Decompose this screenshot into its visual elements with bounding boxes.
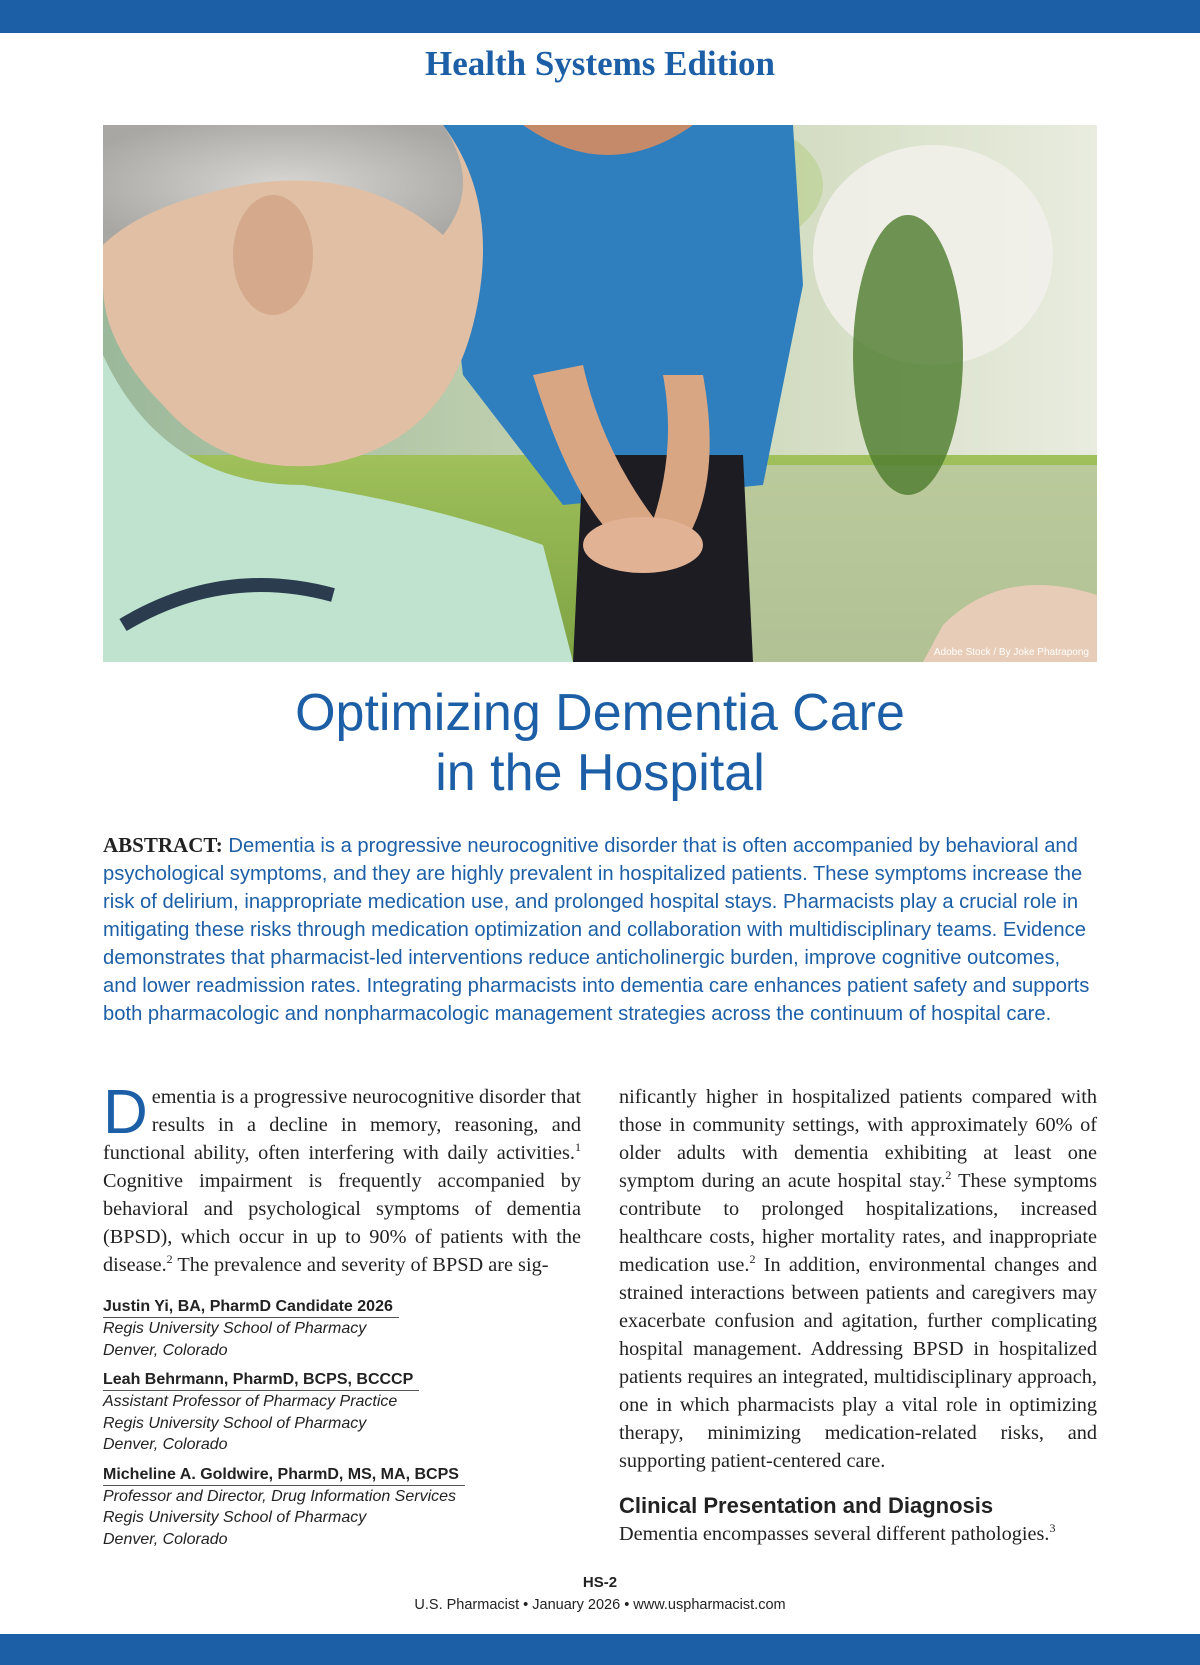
author-name: Leah Behrmann, PharmD, BCPS, BCCCP — [103, 1369, 419, 1391]
author-name: Justin Yi, BA, PharmD Candidate 2026 — [103, 1296, 399, 1318]
author-location: Denver, Colorado — [103, 1436, 228, 1453]
drop-cap: D — [103, 1078, 148, 1147]
page-number: HS-2 — [582, 1574, 618, 1591]
author-name: Micheline A. Goldwire, PharmD, MS, MA, BCPS — [103, 1464, 465, 1486]
photo-caregiver-icon — [103, 125, 1097, 662]
author-affiliation: Regis University School of Pharmacy — [103, 1509, 367, 1526]
abstract-label: ABSTRACT: — [103, 833, 223, 857]
article-photo — [103, 125, 1097, 662]
article-title — [103, 683, 1097, 803]
top-color-bar — [0, 0, 1200, 33]
author-location: Denver, Colorado — [103, 1341, 228, 1359]
right-text-3: In addition, environmental changes and strained interactions between patients and caregivers may exacerbate confusion and agitation, further complicating hospital management. Addressing BPSD in hospitalized patients requires an integrated, multidisciplinary approach, one in which pharmacists play a vital role in optimizing therapy, minimizing medication-related risks, and supporting patient-centered care. — [619, 1254, 1097, 1472]
author-affiliation: Regis University School of Pharmacy — [103, 1414, 367, 1432]
reference-5: 3 — [1049, 1521, 1056, 1536]
reference-2: 2 — [166, 1252, 173, 1267]
author-title: Professor and Director, Drug Information Services — [103, 1487, 457, 1505]
reference-3: 2 — [945, 1168, 952, 1183]
section-heading: Clinical Presentation and Diagnosis — [619, 1493, 994, 1518]
body-column-right — [619, 1083, 1097, 1548]
title-line-1: Optimizing Dementia Care — [295, 684, 905, 742]
section-paragraph — [619, 1520, 1097, 1548]
edition-title: Health Systems Edition — [424, 44, 776, 83]
author-block — [103, 1369, 581, 1456]
title-line-2: in the Hospital — [435, 744, 765, 802]
left-text-3: The prevalence and severity of BPSD are sig- — [172, 1254, 549, 1276]
abstract-text: Dementia is a progressive neurocognitive disorder that is often accompanied by behavioral and psychological symptoms, and they are highly prevalent in hospitalized patients. These symptoms increase the risk of delirium, inappropriate medication use, and prolonged hospital stays. Pharmacists play a crucial role in mitigating these risks through medication optimization and collaboration with multidisciplinary teams. Evidence demonstrates that pharmacist-led interventions reduce anticholinergic burden, improve cognitive outcomes, and lower readmission rates. Integrating pharmacists into dementia care enhances patient safety and supports both pharmacologic and nonpharmacologic management strategies across the continuum of hospital care. — [103, 835, 1090, 1025]
author-list — [103, 1296, 581, 1558]
author-affiliation: Regis University School of Pharmacy — [103, 1320, 367, 1337]
abstract — [103, 831, 1099, 1028]
left-text-1: ementia is a progressive neurocognitive disorder that results in a decline in memory, reasoning, and functional ability, often interfering with daily activities. — [103, 1086, 581, 1164]
reference-1: 1 — [575, 1140, 581, 1155]
publication-footer: U.S. Pharmacist • January 2026 • www.uspharmacist.com — [414, 1597, 786, 1613]
reference-4: 2 — [749, 1252, 756, 1267]
bottom-color-bar — [0, 1634, 1200, 1665]
right-text-1: nificantly higher in hospitalized patients compared with those in community settings, with approximately 60% of older adults with dementia exhibiting at least one symptom during an acute hospital stay. — [619, 1086, 1097, 1192]
right-text-2: These symptoms contribute to prolonged hospitalizations, increased healthcare costs, higher mortality rates, and inappropriate medication use. — [619, 1170, 1098, 1276]
body-column-left — [103, 1078, 581, 1279]
section-text-1: Dementia encompasses several different pathologies. — [619, 1523, 1050, 1545]
author-title: Assistant Professor of Pharmacy Practice — [103, 1393, 398, 1410]
left-text-2: Cognitive impairment is frequently accompanied by behavioral and psychological symptoms of dementia (BPSD), which occur in up to 90% of patients with the disease. — [103, 1170, 581, 1276]
author-block — [103, 1296, 581, 1361]
author-block — [103, 1464, 581, 1551]
photo-credit: Adobe Stock / By Joke Phatrapong — [933, 647, 1089, 658]
author-location: Denver, Colorado — [103, 1530, 228, 1548]
right-paragraph — [619, 1083, 1097, 1475]
